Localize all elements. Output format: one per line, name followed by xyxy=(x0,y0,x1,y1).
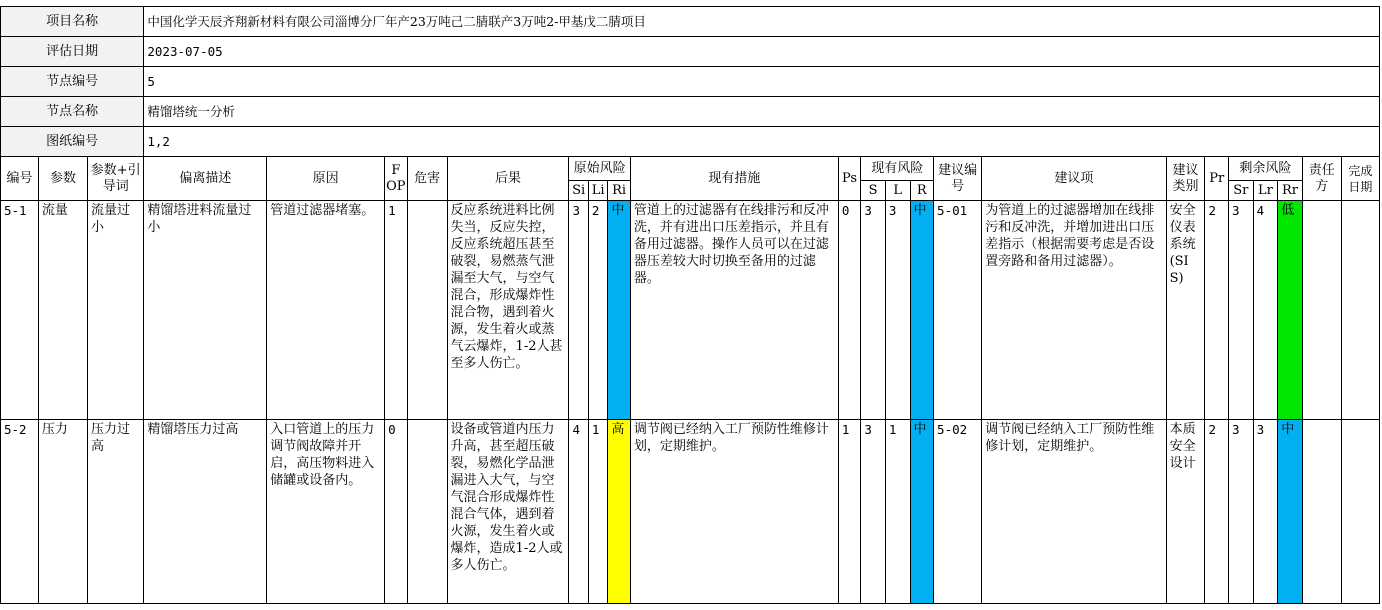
row-rec-type: 安全仪表系统(SIS) xyxy=(1166,201,1205,420)
row-fop: 0 xyxy=(385,420,408,604)
row-sr: 3 xyxy=(1229,201,1254,420)
meta-row-project xyxy=(1,7,1380,37)
row-deviation: 精馏塔压力过高 xyxy=(144,420,267,604)
row-hazard xyxy=(407,201,447,420)
row-guide: 流量过小 xyxy=(88,201,144,420)
header-r: R xyxy=(910,181,934,201)
row-measures: 调节阀已经纳入工厂预防性维修计划，定期维护。 xyxy=(630,420,838,604)
meta-row-drawing xyxy=(1,127,1380,157)
row-sr: 3 xyxy=(1229,420,1254,604)
row-consequence: 反应系统进料比例失当，反应失控，反应系统超压甚至破裂，易燃蒸气泄漏至大气，与空气混合，形成爆炸性混合物，遇到着火源，发生着火或蒸气云爆炸，1-2人甚至多人伤亡。 xyxy=(447,201,569,420)
header-no: 编号 xyxy=(1,157,39,201)
header-param: 参数 xyxy=(38,157,87,201)
row-rec-type: 本质安全设计 xyxy=(1166,420,1205,604)
row-s: 3 xyxy=(861,201,886,420)
header-ri: Ri xyxy=(608,181,631,201)
node-name-value: 精馏塔统一分析 xyxy=(144,97,1380,127)
table-row xyxy=(1,420,1380,604)
header-sr: Sr xyxy=(1229,181,1254,201)
row-ps: 1 xyxy=(838,420,861,604)
row-li: 2 xyxy=(588,201,607,420)
header-s: S xyxy=(861,181,886,201)
header-consequence: 后果 xyxy=(447,157,569,201)
header-rr: Rr xyxy=(1278,181,1303,201)
drawing-number-label: 图纸编号 xyxy=(1,127,144,157)
header-measures: 现有措施 xyxy=(630,157,838,201)
row-completion xyxy=(1341,420,1379,604)
header-orig-risk: 原始风险 xyxy=(569,157,630,181)
header-row xyxy=(1,157,1380,181)
header-ps: Ps xyxy=(838,157,861,201)
row-rec-no: 5-02 xyxy=(934,420,982,604)
hazop-table xyxy=(0,6,1380,604)
row-consequence: 设备或管道内压力升高，甚至超压破裂，易燃化学品泄漏进入大气，与空气混合形成爆炸性混合气体，遇到着火源，发生着火或爆炸，造成1-2人或多人伤亡。 xyxy=(447,420,569,604)
row-no: 5-1 xyxy=(1,201,39,420)
row-measures: 管道上的过滤器有在线排污和反冲洗，并有进出口压差指示，并且有备用过滤器。操作人员可以在过滤器压差较大时切换至备用的过滤器。 xyxy=(630,201,838,420)
row-rr: 中 xyxy=(1278,420,1303,604)
row-rr: 低 xyxy=(1278,201,1303,420)
row-owner xyxy=(1302,201,1341,420)
row-ri: 中 xyxy=(608,201,631,420)
row-rec: 调节阀已经纳入工厂预防性维修计划，定期维护。 xyxy=(982,420,1166,604)
table-row xyxy=(1,201,1380,420)
header-lr: Lr xyxy=(1253,181,1278,201)
header-pr: Pr xyxy=(1205,157,1229,201)
row-hazard xyxy=(407,420,447,604)
row-lr: 3 xyxy=(1253,420,1278,604)
row-lr: 4 xyxy=(1253,201,1278,420)
header-hazard: 危害 xyxy=(407,157,447,201)
drawing-number-value: 1,2 xyxy=(144,127,1380,157)
row-li: 1 xyxy=(588,420,607,604)
row-pr: 2 xyxy=(1205,201,1229,420)
header-resid-risk: 剩余风险 xyxy=(1229,157,1303,181)
row-fop: 1 xyxy=(385,201,408,420)
row-no: 5-2 xyxy=(1,420,39,604)
row-owner xyxy=(1302,420,1341,604)
header-deviation: 偏离描述 xyxy=(144,157,267,201)
header-fop: FOP xyxy=(385,157,408,201)
row-rec-no: 5-01 xyxy=(934,201,982,420)
row-r: 中 xyxy=(910,201,934,420)
eval-date-label: 评估日期 xyxy=(1,37,144,67)
header-rec-type: 建议类别 xyxy=(1166,157,1205,201)
row-rec: 为管道上的过滤器增加在线排污和反冲洗，并增加进出口压差指示（根据需要考虑是否设置旁路和备用过滤器）。 xyxy=(982,201,1166,420)
row-r: 中 xyxy=(910,420,934,604)
row-l: 3 xyxy=(885,201,910,420)
row-param: 压力 xyxy=(38,420,87,604)
eval-date-value: 2023-07-05 xyxy=(144,37,1380,67)
project-name-value: 中国化学天辰齐翔新材料有限公司淄博分厂年产23万吨己二腈联产3万吨2-甲基戊二腈项目 xyxy=(144,7,1380,37)
row-ri: 高 xyxy=(608,420,631,604)
header-completion: 完成日期 xyxy=(1341,157,1379,201)
header-si: Si xyxy=(569,181,588,201)
header-li: Li xyxy=(588,181,607,201)
node-number-value: 5 xyxy=(144,67,1380,97)
header-guide: 参数+引导词 xyxy=(88,157,144,201)
project-name-label: 项目名称 xyxy=(1,7,144,37)
row-completion xyxy=(1341,201,1379,420)
row-param: 流量 xyxy=(38,201,87,420)
row-cause: 入口管道上的压力调节阀故障并开启，高压物料进入储罐或设备内。 xyxy=(267,420,385,604)
node-number-label: 节点编号 xyxy=(1,67,144,97)
row-l: 1 xyxy=(885,420,910,604)
row-cause: 管道过滤器堵塞。 xyxy=(267,201,385,420)
header-cause: 原因 xyxy=(267,157,385,201)
row-si: 3 xyxy=(569,201,588,420)
row-guide: 压力过高 xyxy=(88,420,144,604)
row-pr: 2 xyxy=(1205,420,1229,604)
header-rec: 建议项 xyxy=(982,157,1166,201)
header-l: L xyxy=(885,181,910,201)
row-ps: 0 xyxy=(838,201,861,420)
meta-row-node-name xyxy=(1,97,1380,127)
header-curr-risk: 现有风险 xyxy=(861,157,934,181)
header-rec-no: 建议编号 xyxy=(934,157,982,201)
row-deviation: 精馏塔进料流量过小 xyxy=(144,201,267,420)
header-owner: 责任方 xyxy=(1302,157,1341,201)
row-s: 3 xyxy=(861,420,886,604)
row-si: 4 xyxy=(569,420,588,604)
meta-row-date xyxy=(1,37,1380,67)
meta-row-node-no xyxy=(1,67,1380,97)
node-name-label: 节点名称 xyxy=(1,97,144,127)
